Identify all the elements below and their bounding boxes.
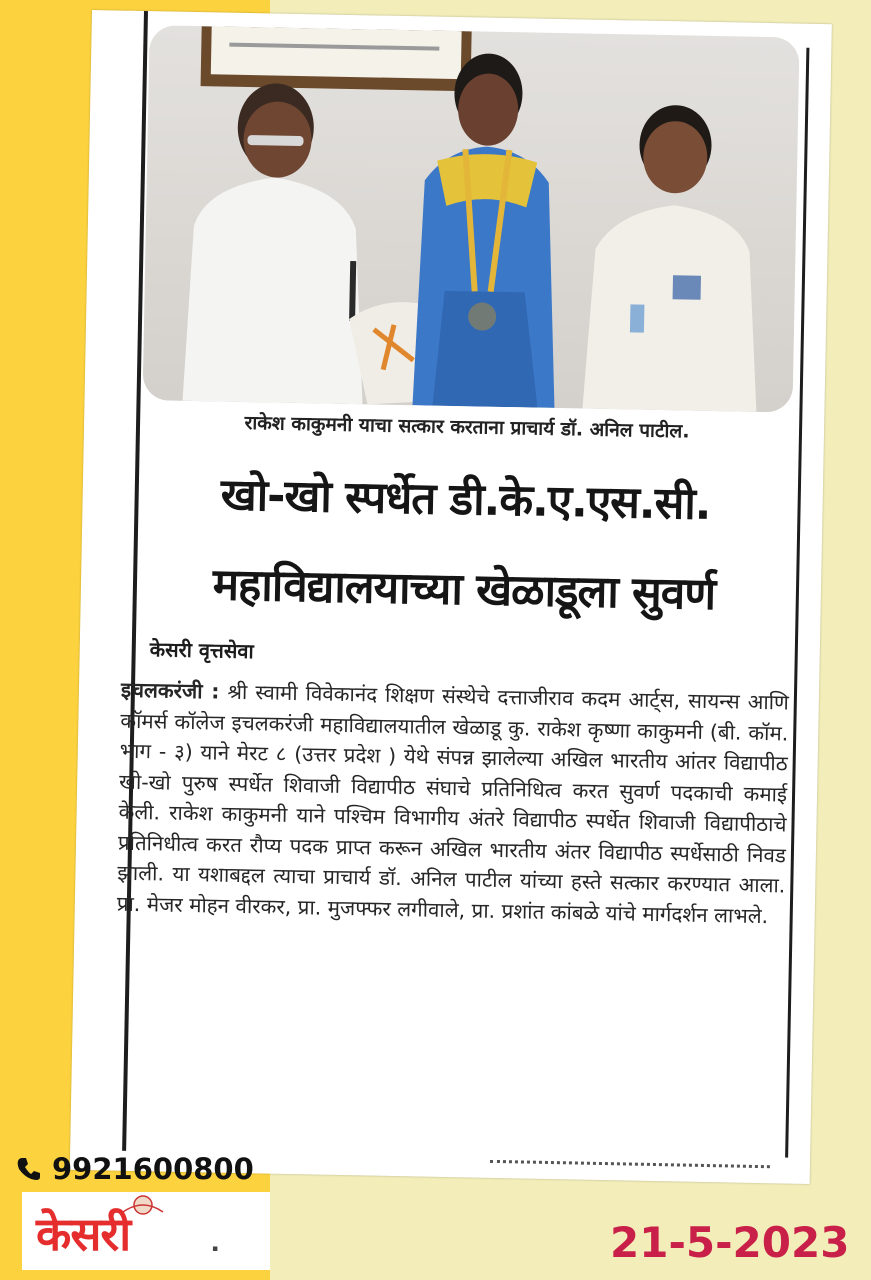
felicitation-photo <box>143 25 800 412</box>
newspaper-clipping <box>70 10 832 1184</box>
byline: केसरी वृत्तसेवा <box>149 637 254 664</box>
article-body <box>117 675 790 932</box>
photo-illustration <box>143 25 800 412</box>
logo-tagline-mark: ▪ <box>212 1244 219 1254</box>
publication-date: 21-5-2023 <box>610 1218 850 1267</box>
phone-number: 9921600800 <box>52 1152 254 1186</box>
headline-line-2: महाविद्यालयाच्या खेळाडूला सुवर्ण <box>212 559 716 621</box>
headline-line-1: खो-खो स्पर्धेत डी.के.ए.एस.सी. <box>220 469 712 530</box>
article-text: श्री स्वामी विवेकानंद शिक्षण संस्थेचे दत्ताजीराव कदम आर्ट्स, सायन्स आणि कॉमर्स कॉलेज इचलकरंजी महाविद्यालयातील खेळाडू कु. राकेश कृष्णा काकुमनी (बी. कॉम. भाग - ३) याने मेरट ८ (उत्तर प्रदेश ) येथे संपन्न झालेल्या अखिल भारतीय आंतर विद्यापीठ खो-खो पुरुष स्पर्धेत शिवाजी विद्यापीठ संघाचे प्रतिनिधित्व करत सुवर्ण पदकाची कमाई केली. राकेश काकुमनी याने पश्चिम विभागीय अंतरे विद्यापीठ स्पर्धेत शिवाजी विद्यापीठाचे प्रतिनिधीत्व करत रौप्य पदक प्राप्त करून अखिल भारतीय अंतर विद्यापीठ स्पर्धेसाठी निवड झाली. या यशाबद्दल त्याचा प्राचार्य डॉ. अनिल पाटील यांच्या हस्ते सत्कार करण्यात आला. प्रा. मेजर मोहन वीरकर, प्रा. मुजफ्फर लगीवाले, प्रा. प्रशांत कांबळे यांचे मार्गदर्शन लाभले. <box>116 679 790 928</box>
dateline: इचलकरंजी : <box>120 677 220 704</box>
bottom-rule <box>490 1160 770 1168</box>
photo-caption: राकेश काकुमनी याचा सत्कार करताना प्राचार्य डॉ. अनिल पाटील. <box>244 412 690 443</box>
phone-icon <box>14 1155 42 1183</box>
phone-contact <box>14 1150 276 1188</box>
kesari-logo <box>22 1192 270 1270</box>
logo-wordmark: केसरी <box>36 1207 131 1261</box>
